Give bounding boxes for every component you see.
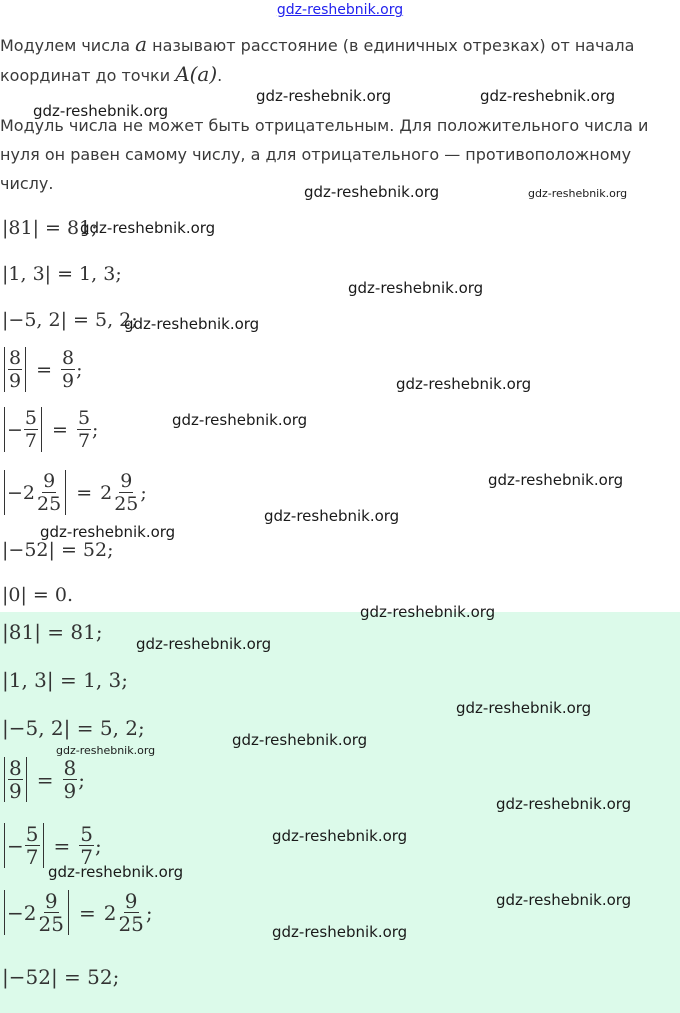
example2-1-3: |1, 3| = 1, 3; xyxy=(2,668,129,692)
watermark: gdz-reshebnik.org xyxy=(528,187,628,200)
example-minus-5-7: − $\frac{5}{7}$ = $\frac{5}{7}$ ; xyxy=(2,407,98,457)
example-8-9: $\frac{8}{9}$ = $\frac{8}{9}$ ; xyxy=(2,347,83,397)
watermark: gdz-reshebnik.org xyxy=(348,279,484,297)
example-1-3: |1, 3| = 1, 3; xyxy=(2,263,122,285)
watermark: gdz-reshebnik.org xyxy=(56,744,156,757)
example-minus-2-9-25: −2 $\frac{9}{25}$ = 2 $\frac{9}{25}$ ; xyxy=(2,470,147,520)
example2-minus-5-7: − $\frac{5}{7}$ = $\frac{5}{7}$ ; xyxy=(2,823,102,873)
site-link[interactable]: gdz-reshebnik.org xyxy=(276,2,404,18)
example2-81: |81| = 81; xyxy=(2,620,103,644)
watermark: gdz-reshebnik.org xyxy=(232,731,368,749)
example-minus-52: |−52| = 52; xyxy=(2,539,114,561)
watermark: gdz-reshebnik.org xyxy=(272,827,408,845)
example-zero: |0| = 0. xyxy=(2,584,74,606)
definition-paragraph: Модулем числа a называют расстояние (в единичных отрезках) от начала координат до точки A(a). xyxy=(0,32,635,86)
watermark: gdz-reshebnik.org xyxy=(480,87,616,105)
watermark: gdz-reshebnik.org xyxy=(40,523,176,541)
example2-minus-5-2: |−5, 2| = 5, 2; xyxy=(2,716,145,740)
watermark: gdz-reshebnik.org xyxy=(456,699,592,717)
watermark: gdz-reshebnik.org xyxy=(264,507,400,525)
watermark: gdz-reshebnik.org xyxy=(136,635,272,653)
watermark: gdz-reshebnik.org xyxy=(396,375,532,393)
watermark: gdz-reshebnik.org xyxy=(304,183,440,201)
watermark: gdz-reshebnik.org xyxy=(272,923,408,941)
example2-8-9: $\frac{8}{9}$ = $\frac{8}{9}$ ; xyxy=(2,757,85,807)
watermark: gdz-reshebnik.org xyxy=(488,471,624,489)
example-minus-5-2: |−5, 2| = 5, 2; xyxy=(2,309,138,331)
example2-minus-52: |−52| = 52; xyxy=(2,965,120,989)
watermark: gdz-reshebnik.org xyxy=(496,891,632,909)
watermark: gdz-reshebnik.org xyxy=(172,411,308,429)
watermark: gdz-reshebnik.org xyxy=(80,219,216,237)
property-paragraph: Модуль числа не может быть отрицательным. Для положительного числа и нуля он равен самому числу, а для отрицательного — противоположному числу. xyxy=(0,116,649,193)
watermark: gdz-reshebnik.org xyxy=(33,102,169,120)
example-81: |81| = 81; xyxy=(2,217,98,239)
watermark: gdz-reshebnik.org xyxy=(496,795,632,813)
watermark: gdz-reshebnik.org xyxy=(360,603,496,621)
example2-minus-2-9-25: −2 $\frac{9}{25}$ = 2 $\frac{9}{25}$ ; xyxy=(2,890,153,940)
watermark: gdz-reshebnik.org xyxy=(124,315,260,333)
watermark: gdz-reshebnik.org xyxy=(48,863,184,881)
watermark: gdz-reshebnik.org xyxy=(256,87,392,105)
